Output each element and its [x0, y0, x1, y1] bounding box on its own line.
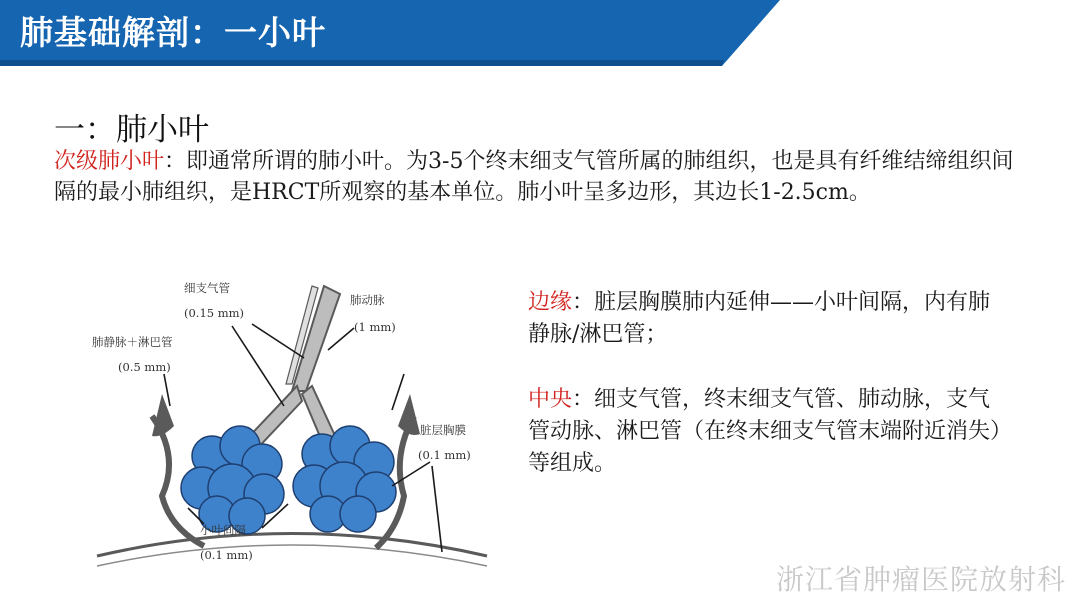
definition-paragraph	[54, 146, 1014, 208]
pleura-inner-line	[97, 545, 487, 566]
section-heading: 一：肺小叶	[54, 112, 209, 148]
header-banner	[0, 0, 1080, 66]
note-center	[528, 384, 1008, 480]
acinus-right	[293, 426, 396, 532]
watermark: 浙江省肿瘤医院放射科	[775, 563, 1066, 596]
label-pleura-size: (0.1 mm)	[418, 448, 471, 462]
label-septum: 小叶间隔	[200, 523, 246, 537]
acinus-left	[181, 426, 284, 534]
label-pleura: 脏层胸膜	[420, 423, 466, 437]
note-edge-term: 边缘	[528, 290, 573, 315]
page-title: 肺基础解剖：一小叶	[20, 13, 326, 52]
lobule-diagram	[92, 266, 492, 571]
note-center-text: ：细支气管，终末细支气管、肺动脉，支气管动脉、淋巴管（在终末细支气管末端附近消失）等组成。	[528, 387, 1002, 476]
note-center-term: 中央	[528, 387, 573, 412]
note-edge	[528, 287, 1008, 351]
lobule-illustration	[92, 266, 492, 571]
label-septum-size: (0.1 mm)	[200, 548, 253, 562]
note-edge-text: ：脏层胸膜肺内延伸——小叶间隔，内有肺静脉/淋巴管；	[528, 290, 991, 347]
label-artery: 肺动脉	[350, 293, 385, 307]
label-vein-size: (0.5 mm)	[118, 360, 171, 374]
label-artery-size: (1 mm)	[354, 320, 396, 334]
label-vein: 肺静脉＋淋巴管	[92, 335, 173, 349]
label-bronchiole: 细支气管	[184, 281, 230, 295]
definition-text: ：即通常所谓的肺小叶。为3-5个终末细支气管所属的肺组织，也是具有纤维结缔组织间隔的最小肺组织，是HRCT所观察的基本单位。肺小叶呈多边形，其边长1-2.5cm。	[54, 149, 1014, 205]
definition-term: 次级肺小叶	[54, 149, 165, 174]
label-bronchiole-size: (0.15 mm)	[184, 306, 245, 320]
